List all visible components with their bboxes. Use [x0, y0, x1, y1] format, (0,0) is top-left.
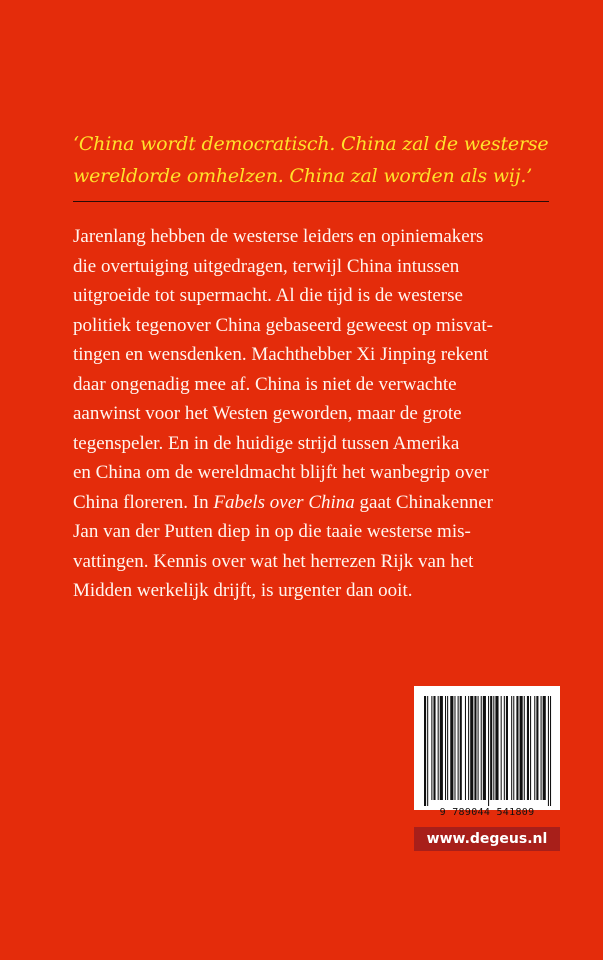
publisher-url: www.degeus.nl — [414, 827, 560, 851]
pull-quote — [73, 128, 573, 192]
blurb-line-with-title — [73, 488, 553, 518]
blurb-line: Midden werkelijk drijft, is urgenter dan ooit. — [73, 580, 413, 601]
book-title-italic: Fabels over China — [213, 491, 355, 513]
blurb-line: uitgroeide tot supermacht. Al die tijd is de westerse — [73, 285, 463, 306]
blurb-line: daar ongenadig mee af. China is niet de verwachte — [73, 373, 457, 395]
blurb-line: tegenspeler. En in de huidige strijd tussen Amerika — [73, 432, 460, 454]
divider-rule — [73, 201, 549, 202]
blurb-line: Jan van der Putten diep in op die taaie westerse mis- — [73, 521, 471, 542]
isbn-barcode — [414, 686, 560, 818]
pull-quote-line: ‘China wordt democratisch. China zal de westerse — [73, 133, 549, 155]
blurb-line: en China om de wereldmacht blijft het wanbegrip over — [73, 462, 489, 483]
blurb-line: politiek tegenover China gebaseerd geweest op misvat- — [73, 314, 493, 336]
blurb-line: tingen en wensdenken. Machthebber Xi Jinping rekent — [73, 344, 489, 365]
blurb-line: aanwinst voor het Westen geworden, maar de grote — [73, 403, 462, 424]
blurb-text-segment: gaat Chinakenner — [354, 491, 494, 513]
blurb-text — [73, 222, 553, 606]
isbn-number: 9 789044 541809 — [439, 807, 535, 818]
blurb-line: Jarenlang hebben de westerse leiders en opiniemakers — [73, 226, 484, 247]
blurb-line: vattingen. Kennis over wat het herrezen Rijk van het — [73, 550, 474, 572]
blurb-text-segment: China floreren. In — [73, 491, 214, 513]
pull-quote-line: wereldorde omhelzen. China zal worden als wij.’ — [73, 165, 533, 187]
blurb-line: die overtuiging uitgedragen, terwijl China intussen — [73, 255, 460, 277]
barcode-bars-icon — [414, 686, 560, 810]
